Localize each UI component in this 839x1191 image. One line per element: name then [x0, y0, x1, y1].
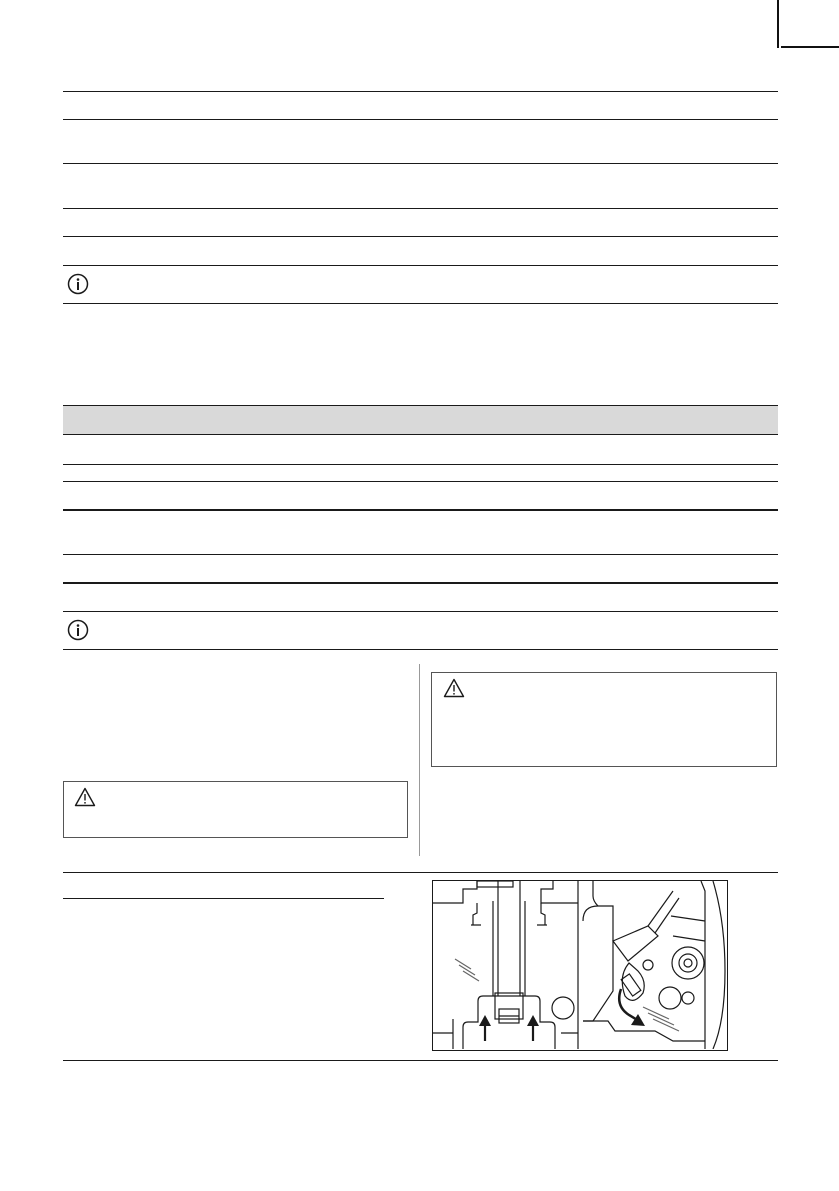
crop-mark [781, 46, 839, 48]
table-rule [63, 464, 778, 465]
info-circle-icon [67, 619, 89, 641]
table-rule [63, 208, 778, 209]
panel-a [433, 881, 578, 1049]
table-rule [63, 611, 778, 612]
section-rule [63, 1060, 778, 1061]
info-circle-icon [67, 273, 89, 295]
table-rule [63, 236, 778, 237]
table-rule [63, 554, 778, 555]
table-rule [63, 163, 778, 164]
table-rule [63, 582, 778, 584]
table-rule [63, 509, 778, 511]
column-divider [419, 664, 420, 856]
note-rule [63, 649, 778, 650]
panel-b [583, 881, 725, 1049]
crop-mark [777, 0, 779, 48]
warning-box [431, 672, 777, 767]
hinge-illustration [433, 881, 726, 1049]
table-rule [63, 91, 778, 92]
warning-box [63, 781, 408, 838]
sub-rule [63, 898, 384, 899]
table-rule [63, 265, 778, 266]
table-rule [63, 481, 778, 482]
table-header-row [63, 405, 778, 435]
note-rule [63, 303, 778, 304]
section-rule [63, 872, 778, 873]
table-rule [63, 119, 778, 120]
warning-triangle-icon [74, 787, 96, 807]
warning-triangle-icon [443, 678, 465, 698]
hinge-figure [432, 880, 728, 1051]
